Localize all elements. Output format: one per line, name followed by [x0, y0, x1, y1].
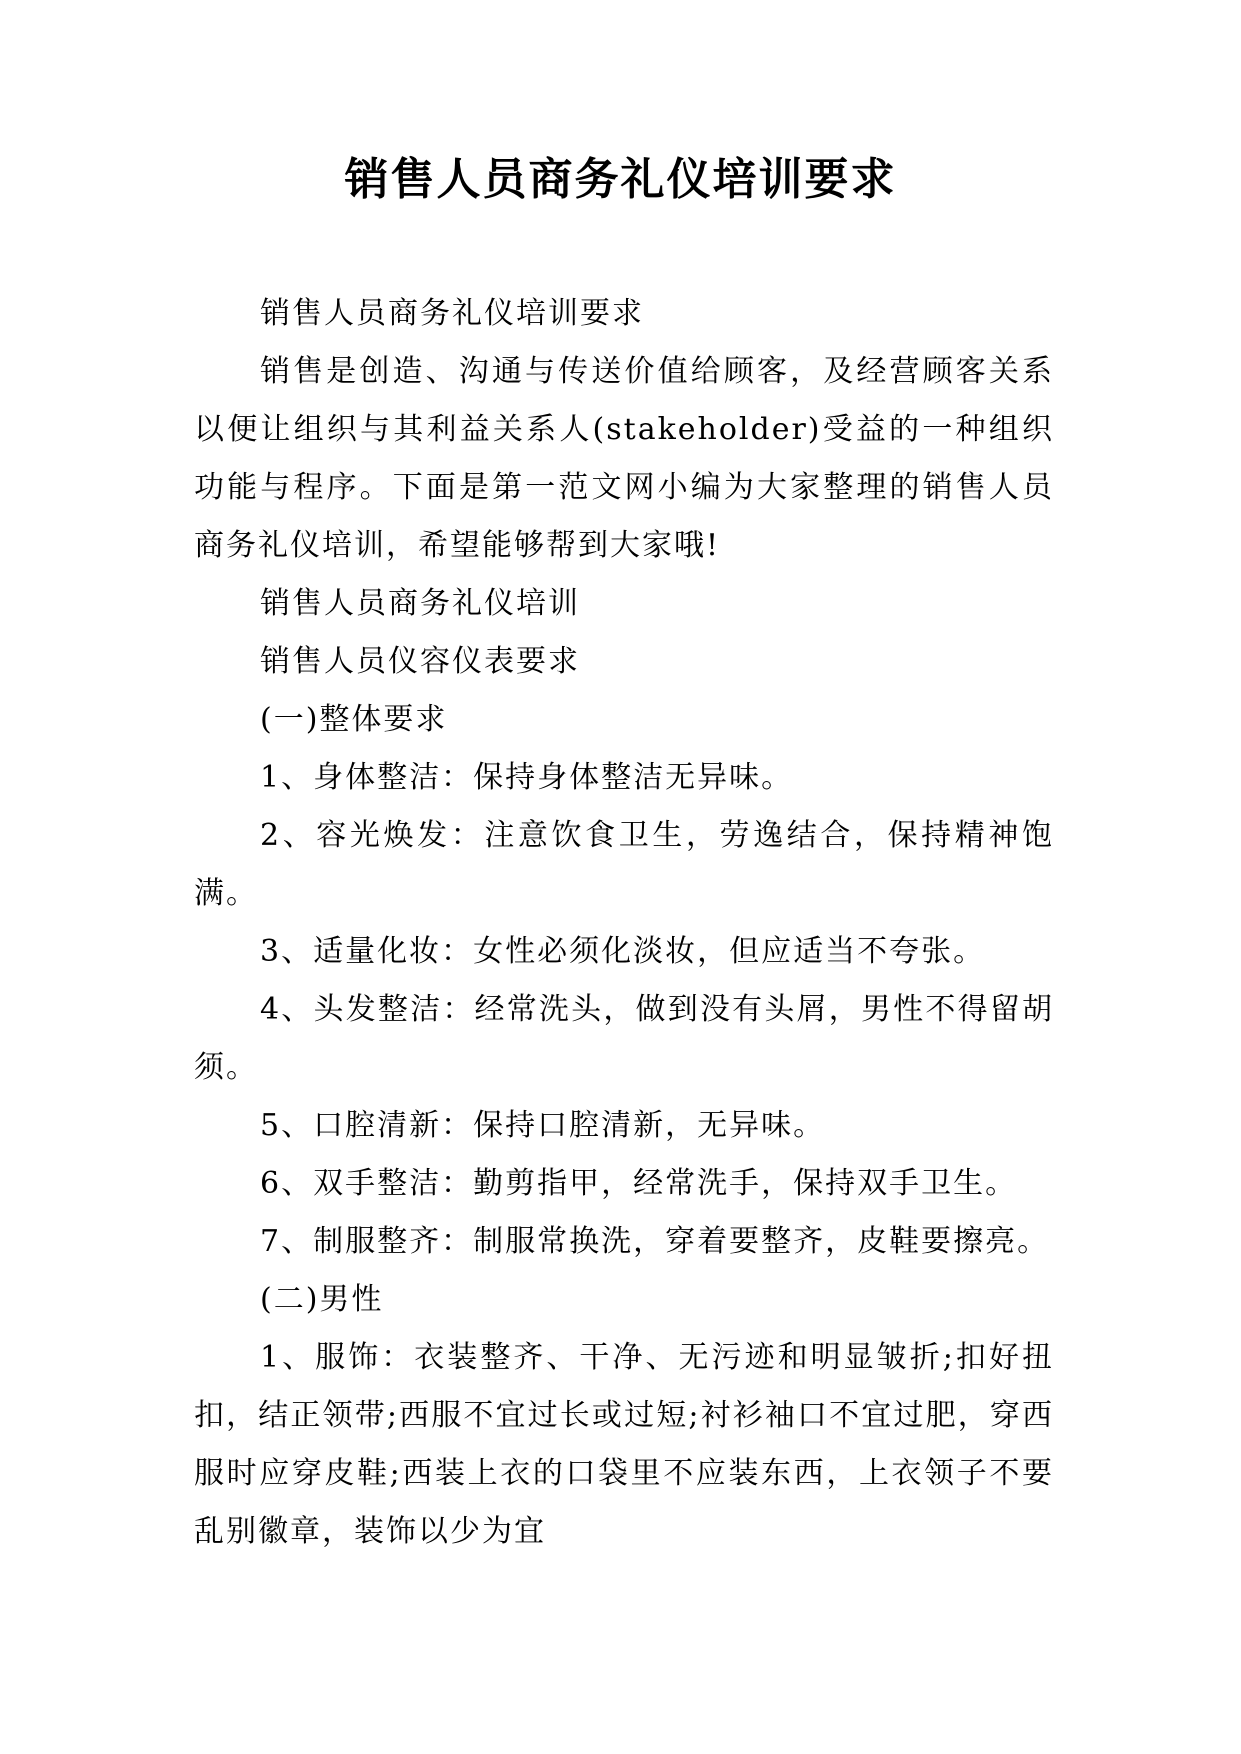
- list-item: 2、容光焕发：注意饮食卫生，劳逸结合，保持精神饱满。: [194, 818, 1054, 911]
- paragraph: 销售人员商务礼仪培训: [260, 586, 580, 621]
- paragraph: 销售人员仪容仪表要求: [260, 644, 580, 679]
- list-item: 3、适量化妆：女性必须化淡妆，但应适当不夸张。: [260, 934, 986, 969]
- section-heading: (二)男性: [260, 1282, 384, 1317]
- list-item: 4、头发整洁：经常洗头，做到没有头屑，男性不得留胡须。: [194, 992, 1054, 1085]
- list-item: 1、服饰：衣装整齐、干净、无污迹和明显皱折;扣好扭扣，结正领带;西服不宜过长或过短;衬衫袖口不宜过肥，穿西服时应穿皮鞋;西装上衣的口袋里不应装东西，上衣领子不要乱别徽章，装饰以少为宜: [194, 1340, 1054, 1549]
- paragraph: 销售人员商务礼仪培训要求: [260, 296, 644, 331]
- list-item: 6、双手整洁：勤剪指甲，经常洗手，保持双手卫生。: [260, 1166, 1018, 1201]
- list-item: 5、口腔清新：保持口腔清新，无异味。: [260, 1108, 826, 1143]
- document-body: [194, 285, 1054, 1561]
- list-item: 1、身体整洁：保持身体整洁无异味。: [260, 760, 794, 795]
- list-item: 7、制服整齐：制服常换洗，穿着要整齐，皮鞋要擦亮。: [260, 1224, 1050, 1259]
- paragraph: 销售是创造、沟通与传送价值给顾客，及经营顾客关系以便让组织与其利益关系人(stakeholder)受益的一种组织功能与程序。下面是第一范文网小编为大家整理的销售人员商务礼仪培训，希望能够帮到大家哦!: [194, 354, 1054, 563]
- section-heading: (一)整体要求: [260, 702, 448, 737]
- document-title: 销售人员商务礼仪培训要求: [344, 154, 897, 205]
